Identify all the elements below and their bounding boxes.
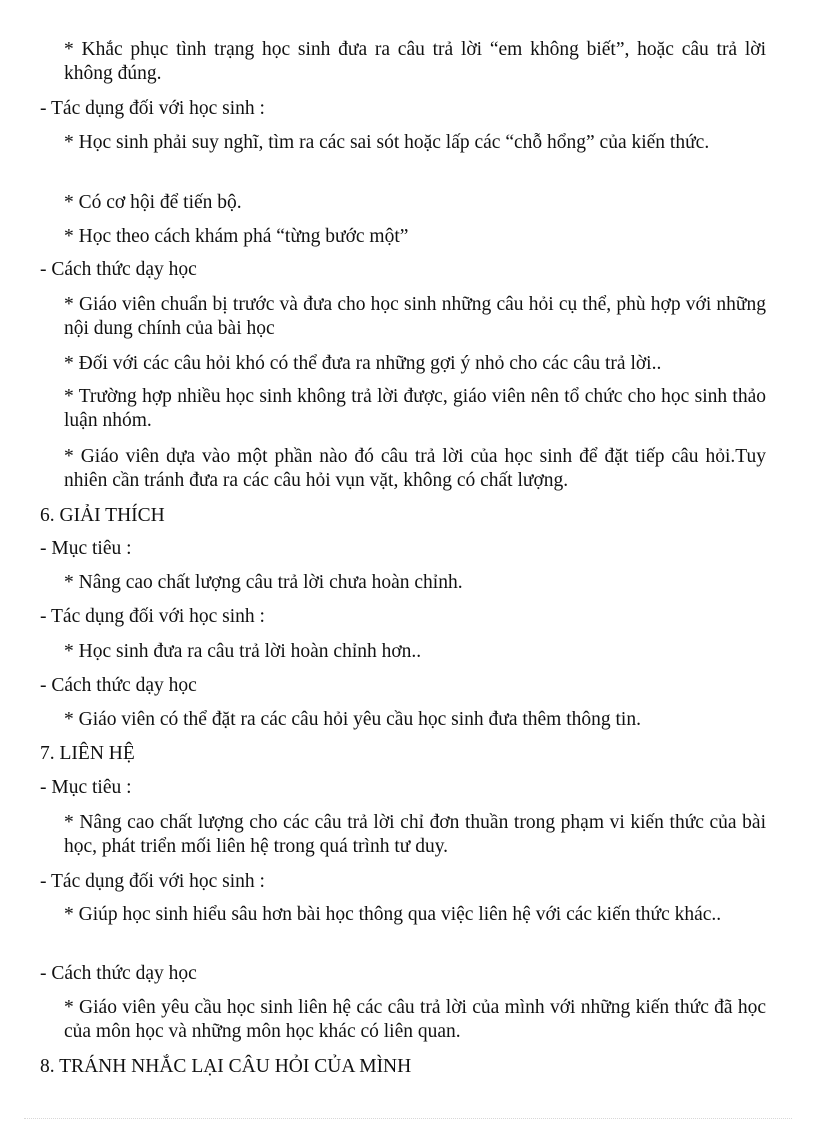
section-heading: 8. TRÁNH NHẮC LẠI CÂU HỎI CỦA MÌNH (40, 1056, 412, 1077)
paragraph-bullet: * Đối với các câu hỏi khó có thể đưa ra những gợi ý nhỏ cho các câu trả lời.. (64, 353, 662, 374)
paragraph-bullet: * Giáo viên có thể đặt ra các câu hỏi yêu cầu học sinh đưa thêm thông tin. (64, 709, 641, 730)
paragraph-dash: - Mục tiêu : (40, 777, 132, 798)
paragraph-bullet: * Học sinh đưa ra câu trả lời hoàn chỉnh hơn.. (64, 641, 422, 662)
paragraph-bullet: * Giáo viên yêu cầu học sinh liên hệ các câu trả lời của mình với những kiến thức đã học của môn học và những môn học khác có liên quan. (64, 997, 766, 1042)
paragraph-bullet: * Học sinh phải suy nghĩ, tìm ra các sai sót hoặc lấp các “chỗ hổng” của kiến thức. (64, 132, 710, 153)
page-bottom-rule (24, 1118, 792, 1119)
paragraph-bullet: * Học theo cách khám phá “từng bước một” (64, 226, 409, 247)
paragraph-dash: - Cách thức dạy học (40, 675, 197, 696)
paragraph-dash: - Tác dụng đối với học sinh : (40, 98, 265, 119)
paragraph-dash: - Tác dụng đối với học sinh : (40, 606, 265, 627)
paragraph-bullet: * Khắc phục tình trạng học sinh đưa ra câu trả lời “em không biết”, hoặc câu trả lời không đúng. (64, 39, 766, 84)
paragraph-bullet: * Giáo viên chuẩn bị trước và đưa cho học sinh những câu hỏi cụ thể, phù hợp với những nội dung chính của bài học (64, 294, 766, 339)
section-heading: 7. LIÊN HỆ (40, 743, 135, 764)
paragraph-dash: - Mục tiêu : (40, 538, 132, 559)
paragraph-bullet: * Giúp học sinh hiểu sâu hơn bài học thông qua việc liên hệ với các kiến thức khác.. (64, 904, 722, 925)
paragraph-bullet: * Giáo viên dựa vào một phần nào đó câu trả lời của học sinh để đặt tiếp câu hỏi.Tuy nhiên cần tránh đưa ra các câu hỏi vụn vặt, không có chất lượng. (64, 446, 766, 491)
paragraph-dash: - Cách thức dạy học (40, 259, 197, 280)
paragraph-dash: - Cách thức dạy học (40, 963, 197, 984)
section-heading: 6. GIẢI THÍCH (40, 505, 165, 526)
paragraph-bullet: * Trường hợp nhiều học sinh không trả lời được, giáo viên nên tổ chức cho học sinh thảo luận nhóm. (64, 386, 766, 431)
paragraph-dash: - Tác dụng đối với học sinh : (40, 871, 265, 892)
paragraph-bullet: * Nâng cao chất lượng câu trả lời chưa hoàn chỉnh. (64, 572, 463, 593)
paragraph-bullet: * Có cơ hội để tiến bộ. (64, 192, 242, 213)
paragraph-bullet: * Nâng cao chất lượng cho các câu trả lời chỉ đơn thuần trong phạm vi kiến thức của bài học, phát triển mối liên hệ trong quá trình tư duy. (64, 812, 766, 857)
